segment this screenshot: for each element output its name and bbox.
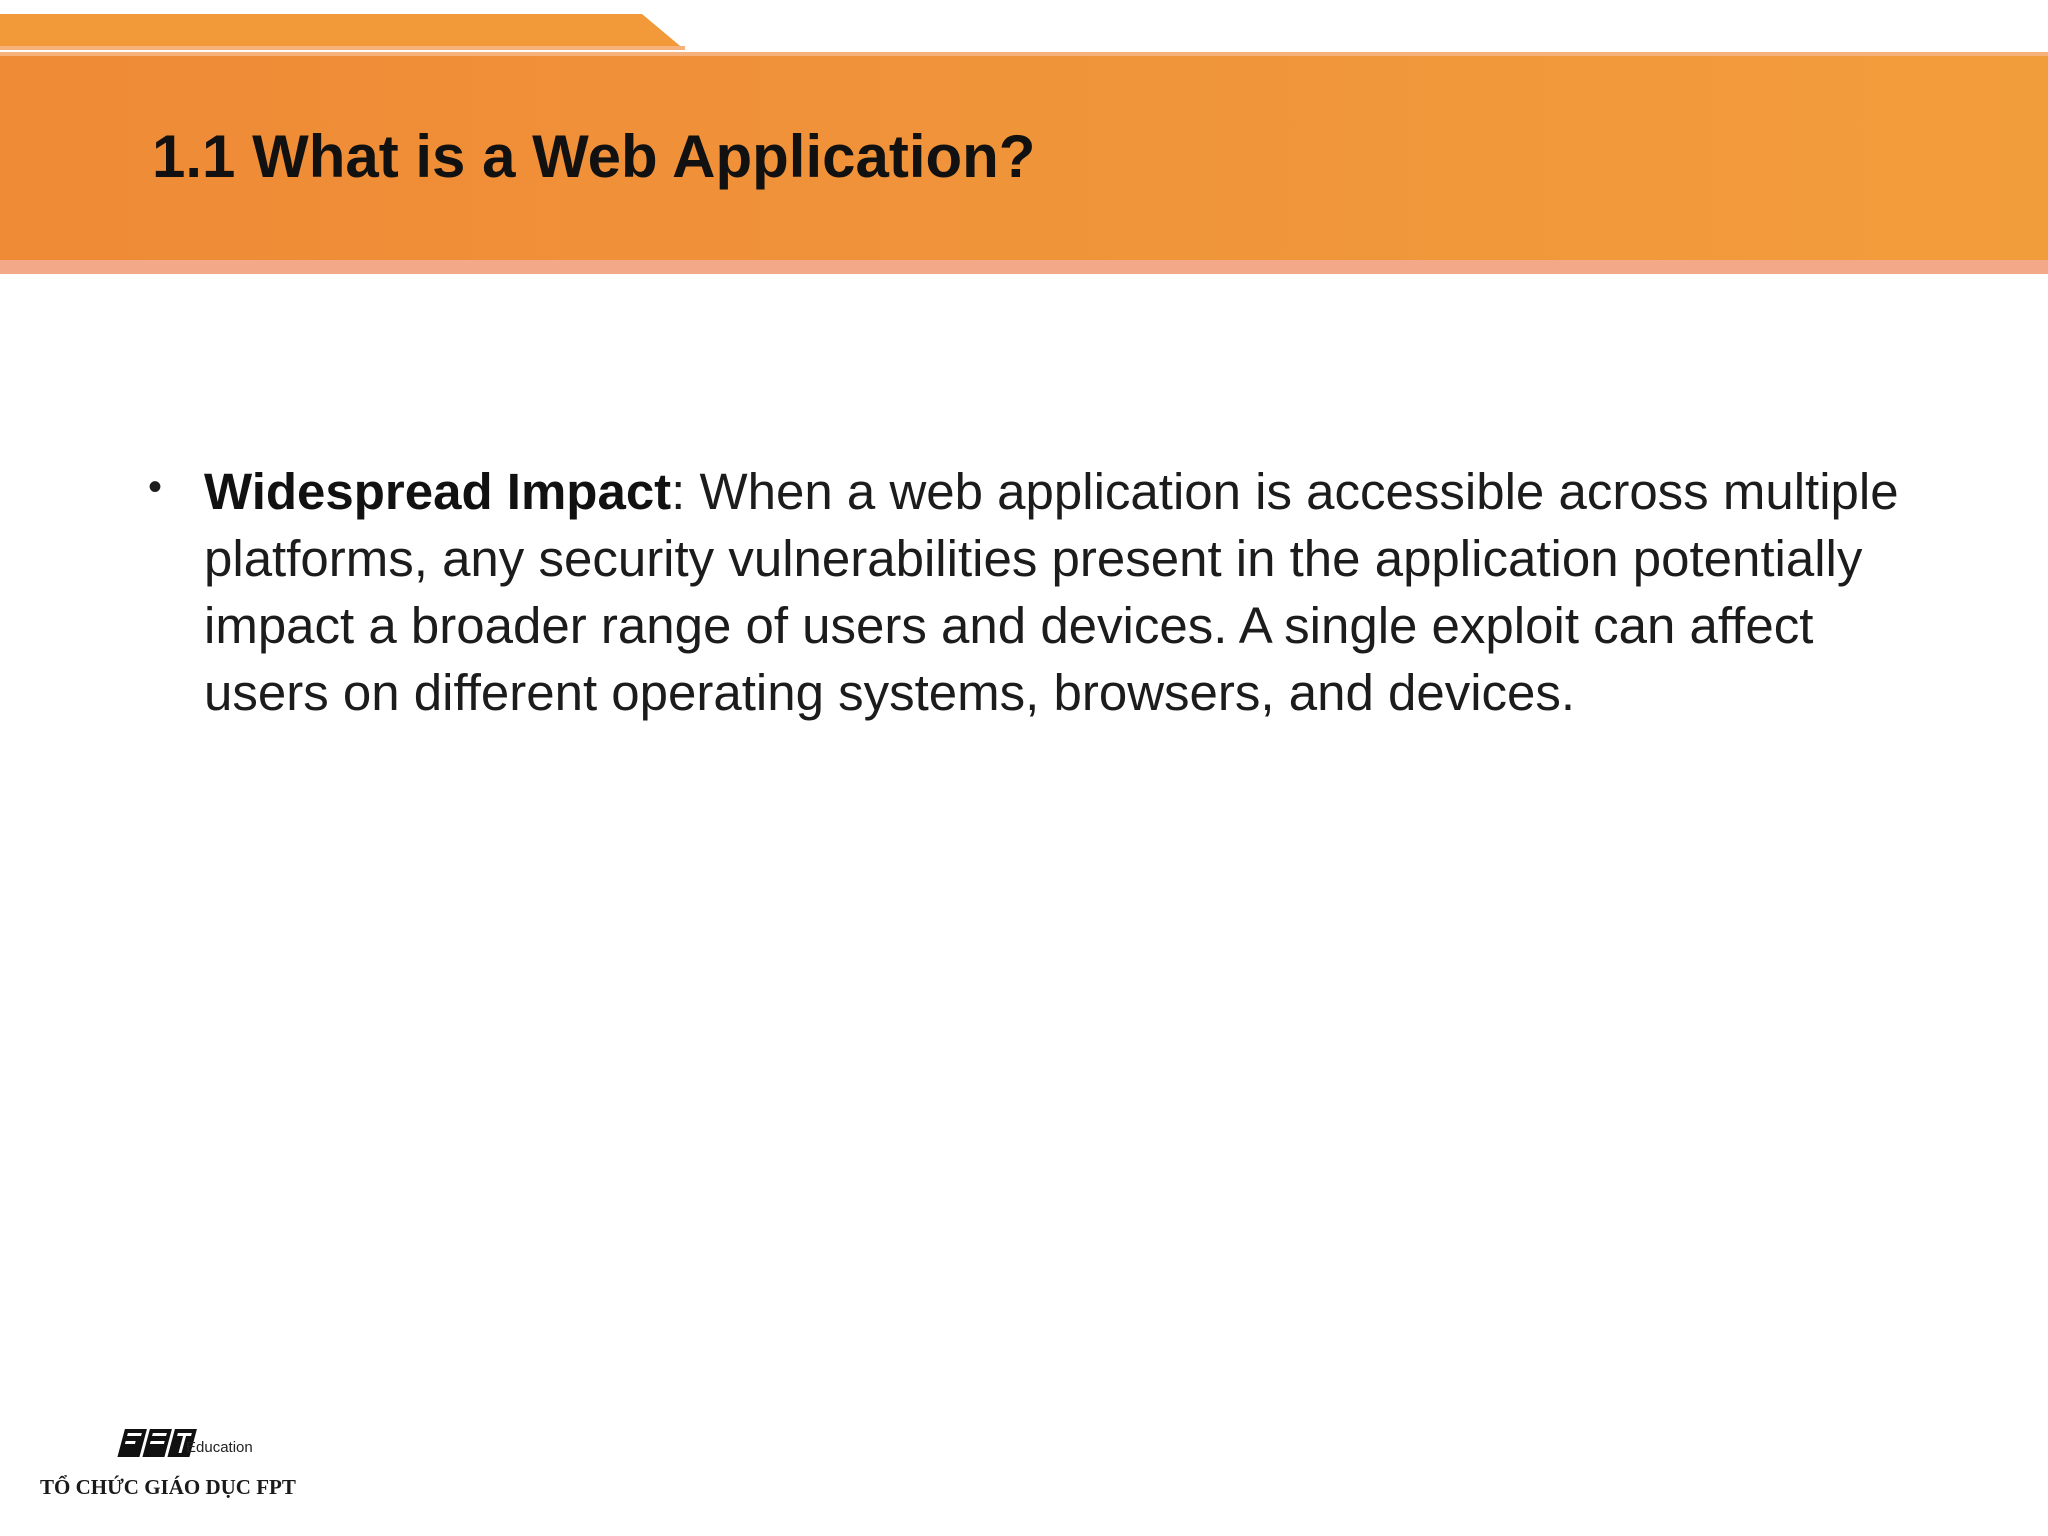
bullet-text: : When a web application is accessible across multiple platforms, any security vulnerabilities present in the application potentially impact a broader range of users and devices. A single exploit can affect users on different operating systems, browsers, and devices. xyxy=(204,463,1899,721)
slide-title: 1.1 What is a Web Application? xyxy=(152,123,1036,190)
fpt-education-logo xyxy=(40,1425,340,1505)
slide-content xyxy=(140,458,1920,726)
logo-sub-label: Education xyxy=(186,1439,253,1456)
bullet-dot-icon: • xyxy=(148,465,163,509)
org-name-label: TỔ CHỨC GIÁO DỤC FPT xyxy=(40,1475,296,1499)
header-tab-decoration xyxy=(0,14,685,50)
header-underline xyxy=(0,260,2048,274)
bullet-term: Widespread Impact xyxy=(204,463,672,520)
bullet-item xyxy=(140,458,1920,726)
